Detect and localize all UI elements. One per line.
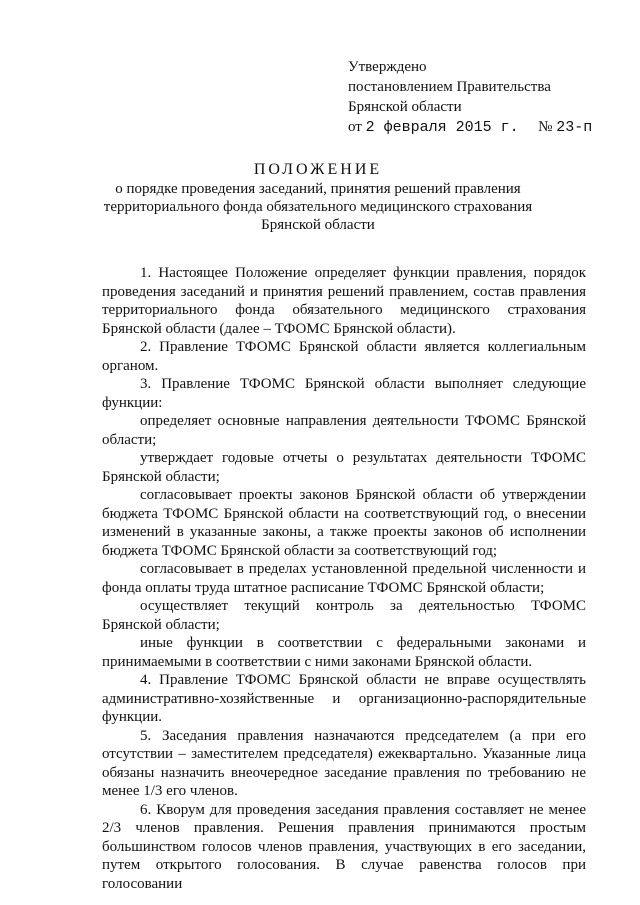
number-prefix: № (538, 119, 553, 135)
document-subtitle-line-2: территориального фонда обязательного медицинского страхования (103, 199, 533, 215)
approval-heading: Утверждено (348, 59, 427, 75)
approval-region: Брянской области (348, 99, 462, 115)
paragraph-3: 3. Правление ТФОМС Брянской области выполняет следующие функции: (102, 376, 586, 411)
function-item-6: иные функции в соответствии с федеральными законами и принимаемыми в соответствии с ними законами Брянской области. (102, 635, 586, 670)
document-subtitle-line-1: о порядке проведения заседаний, принятия решений правления (115, 181, 521, 197)
approval-date-line (348, 117, 618, 138)
paragraph-4: 4. Правление ТФОМС Брянской области не вправе осуществлять административно-хозяйственные и организационно-распорядительные функции. (102, 672, 586, 725)
document-body (102, 264, 586, 893)
function-item-4: согласовывает в пределах установленной предельной численности и фонда оплаты труда штатное расписание ТФОМС Брянской области; (102, 561, 586, 596)
document-title-block (80, 160, 556, 234)
function-item-1: определяет основные направления деятельности ТФОМС Брянской области; (102, 413, 586, 448)
paragraph-6: 6. Кворум для проведения заседания правления составляет не менее 2/3 членов правления. Решения правления принимаются простым большинством голосов членов правления, участвующих в его заседании, путем открытого голосования. В случае равенства голосов при голосовании (102, 801, 586, 892)
function-item-5: осуществляет текущий контроль за деятельностью ТФОМС Брянской области; (102, 598, 586, 633)
approval-authority: постановлением Правительства (348, 79, 551, 95)
paragraph-2: 2. Правление ТФОМС Брянской области является коллегиальным органом. (102, 339, 586, 374)
paragraph-5: 5. Заседания правления назначаются председателем (а при его отсутствии – заместителем председателя) ежеквартально. Указанные лица обязаны назначить внеочередное заседание правления по требованию не менее 1/3 его членов. (102, 727, 586, 799)
approval-number: 23-п (556, 119, 593, 136)
function-item-2: утверждает годовые отчеты о результатах деятельности ТФОМС Брянской области; (102, 450, 586, 485)
date-prefix: от (348, 119, 362, 135)
document-subtitle-line-3: Брянской области (261, 217, 375, 233)
paragraph-1: 1. Настоящее Положение определяет функции правления, порядок проведения заседаний и принятия решений правлением, состав правления территориального фонда обязательного медицинского страхования Брянской области (далее – ТФОМС Брянской области). (102, 265, 586, 337)
approval-date: 2 февраля 2015 г. (365, 119, 519, 136)
approval-block (348, 57, 618, 138)
function-item-3: согласовывает проекты законов Брянской области об утверждении бюджета ТФОМС Брянской области на соответствующий год, о внесении изменений в указанные законы, а также проекты законов об исполнении бюджета ТФОМС Брянской области за соответствующий год; (102, 487, 586, 559)
document-title: ПОЛОЖЕНИЕ (253, 161, 383, 178)
